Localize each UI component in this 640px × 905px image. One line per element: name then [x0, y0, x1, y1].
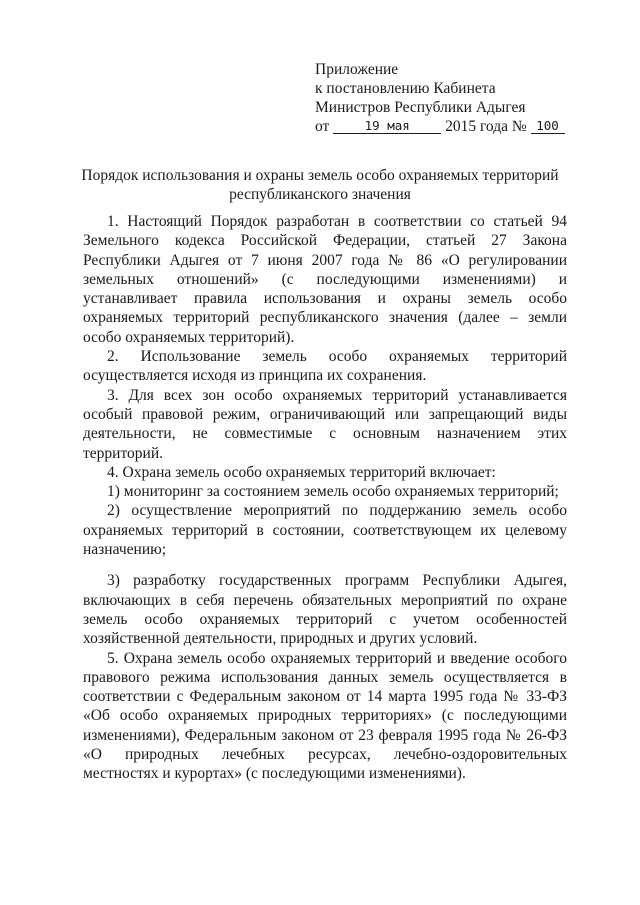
appendix-line-3: Министров Республики Адыгея — [315, 99, 526, 116]
appendix-from-label: от — [315, 118, 330, 135]
appendix-year-label: 2015 года № — [445, 118, 527, 135]
document-title-line-1: Порядок использования и охраны земель особо охраняемых территорий — [81, 167, 559, 184]
appendix-header — [315, 60, 615, 136]
paragraph-4-item-3: 3) разработку государственных программ Республики Адыгея, включающих в себя перечень обязательных мероприятий по охране земель особо охраняемых территорий с учетом особенностей хозяйственной деятельности, природных и других условий. — [83, 572, 567, 648]
appendix-date-line — [315, 117, 615, 136]
document-body — [83, 212, 567, 784]
document-title-line-2: республиканского значения — [229, 186, 411, 203]
appendix-date-value: 19 мая — [333, 119, 441, 134]
paragraph-3: 3. Для всех зон особо охраняемых территорий устанавливается особый правовой режим, ограничивающий или запрещающий виды деятельности, не совместимые с основным назначением этих территорий. — [83, 386, 567, 462]
appendix-number-value: 100 — [531, 119, 565, 134]
paragraph-4-item-2: 2) осуществление мероприятий по поддержанию земель особо охраняемых территорий в состоянии, соответствующем их целевому назначению; — [83, 502, 567, 559]
paragraph-1: 1. Настоящий Порядок разработан в соответствии со статьей 94 Земельного кодекса Российской Федерации, статьей 27 Закона Республики Адыгея от 7 июня 2007 года № 86 «О регулировании земельных отношений» (с последующими изменениями) и устанавливает правила использования и охраны земель особо охраняемых территорий республиканского значения (далее – земли особо охраняемых территорий). — [83, 213, 567, 346]
document-title — [60, 166, 580, 204]
paragraph-4-item-1: 1) мониторинг за состоянием земель особо охраняемых территорий; — [107, 483, 559, 501]
paragraph-5: 5. Охрана земель особо охраняемых территорий и введение особого правового режима использования данных земель осуществляется в соответствии с Федеральным законом от 14 марта 1995 года № 33-ФЗ «Об особо охраняемых природных территориях» (с последующими изменениями), Федеральным законом от 23 февраля 1995 года № 26-ФЗ «О природных лечебных ресурсах, лечебно-оздоровительных местностях и курортах» (с последующими изменениями). — [83, 649, 567, 783]
paragraph-4: 4. Охрана земель особо охраняемых территорий включает: — [107, 463, 496, 481]
paragraph-2: 2. Использование земель особо охраняемых территорий осуществляется исходя из принципа их сохранения. — [83, 348, 567, 385]
appendix-line-2: к постановлению Кабинета — [315, 80, 496, 97]
appendix-line-1: Приложение — [315, 61, 399, 78]
